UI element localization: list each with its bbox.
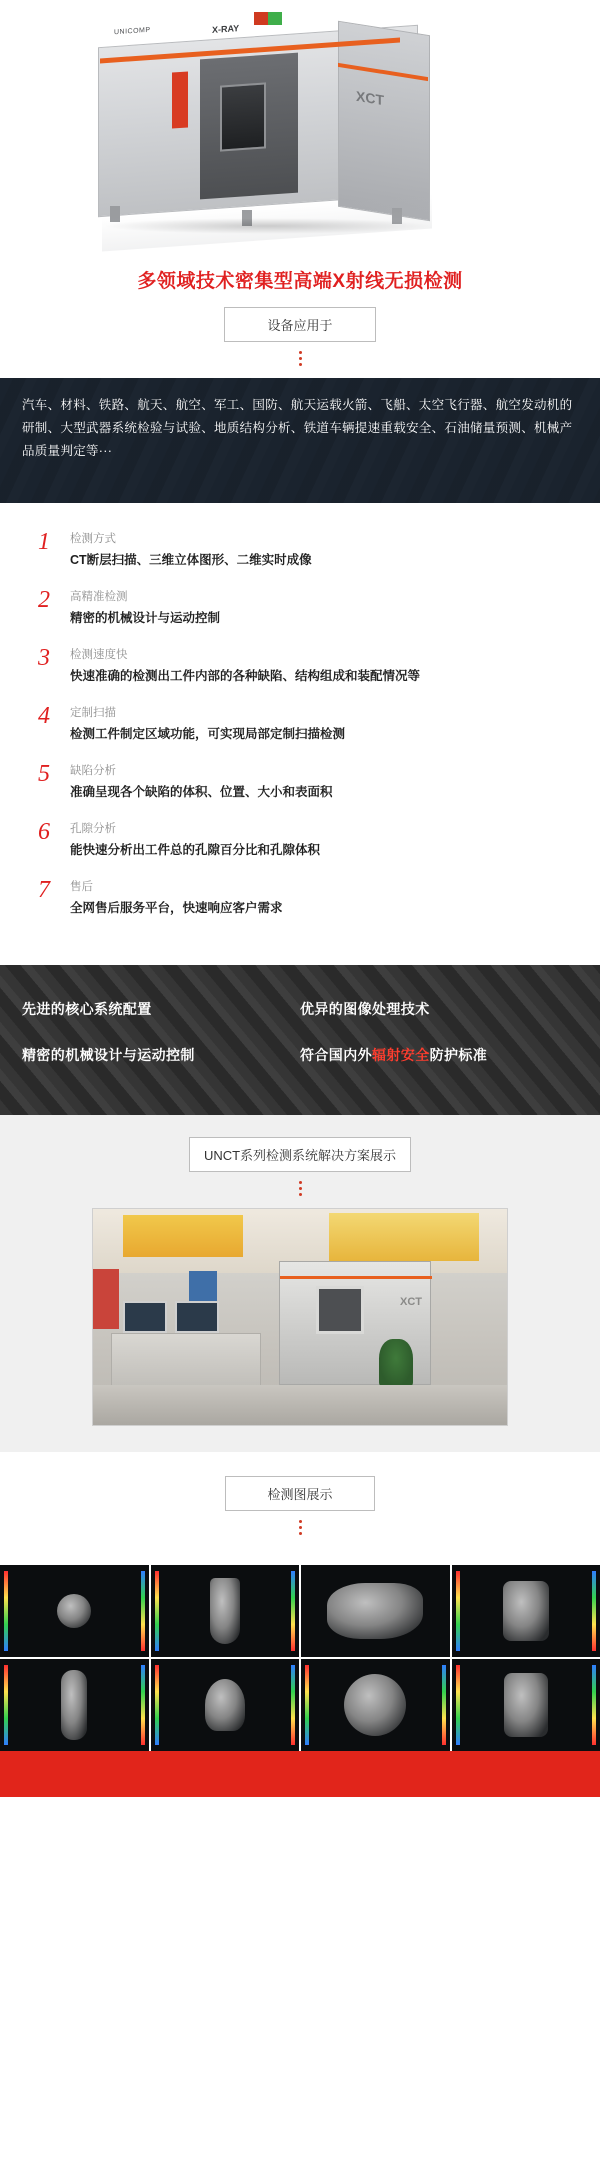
list-item: [38, 877, 570, 916]
list-item-desc: CT断层扫描、三维立体图形、二维实时成像: [70, 553, 312, 567]
ct-image-bolt-threads: [452, 1659, 600, 1751]
machine-red-panel: [172, 71, 188, 128]
list-item-title: 定制扫描: [70, 707, 116, 719]
list-item-desc: 检测工件制定区域功能，可实现局部定制扫描检测: [70, 727, 346, 741]
machine-viewing-window: [220, 82, 266, 151]
highlights-band: [0, 965, 600, 1115]
application-text: 汽车、材料、铁路、航天、航空、军工、国防、航天运载火箭、飞船、太空飞行器、航空发动机的研制、大型武器系统检验与试验、地质结构分析、铁道车辆提速重载安全、石油储量预测、机械产品质量判定等···: [22, 398, 573, 458]
ct-image-connecting-rod: [0, 1659, 149, 1751]
photo-floor: [93, 1385, 508, 1426]
photo-banner-left: [123, 1215, 243, 1257]
list-item-title: 孔隙分析: [70, 823, 116, 835]
list-item-title: 缺陷分析: [70, 765, 116, 777]
footer-red-band: [0, 1751, 600, 1797]
photo-red-panel: [93, 1269, 119, 1329]
xray-machine-illustration: [92, 10, 508, 242]
list-item-number: 6: [38, 819, 50, 845]
dotted-connector: [299, 1520, 301, 1535]
ct-image-grid-row-1: [0, 1565, 600, 1657]
feature-list: [0, 503, 600, 965]
dotted-connector: [299, 1181, 301, 1196]
list-item-title: 检测方式: [70, 533, 116, 545]
red-indicator-light: [254, 12, 268, 25]
ct-image-ring-and-rod: [0, 1565, 149, 1657]
list-item-title: 售后: [70, 881, 93, 893]
list-item: [38, 645, 570, 684]
list-item-number: 5: [38, 761, 50, 787]
machine-shadow: [102, 218, 432, 234]
list-item-desc: 快速准确的检测出工件内部的各种缺陷、结构组成和装配情况等: [70, 669, 421, 683]
list-item-desc: 精密的机械设计与运动控制: [70, 611, 221, 625]
unct-section: [0, 1115, 600, 1452]
gallery-section: [0, 1452, 600, 1565]
ct-image-manifold: [301, 1565, 450, 1657]
machine-side-panel: [338, 21, 430, 222]
list-item-number: 1: [38, 529, 50, 555]
ct-image-wheel-hub: [301, 1659, 450, 1751]
highlight-suffix: 防护标准: [429, 1047, 488, 1063]
unct-section-title: UNCT系列检测系统解决方案展示: [189, 1137, 411, 1172]
list-item-number: 4: [38, 703, 50, 729]
list-item: [38, 529, 570, 568]
ct-image-grid-row-2: [0, 1659, 600, 1751]
highlight-item: 先进的核心系统配置: [22, 1001, 152, 1017]
hero-machine-photo: [0, 0, 600, 258]
list-item-number: 2: [38, 587, 50, 613]
list-item-desc: 能快速分析出工件总的孔隙百分比和孔隙体积: [70, 843, 321, 857]
photo-operator-desk: [111, 1333, 261, 1391]
application-band: [0, 378, 600, 503]
list-item-number: 7: [38, 877, 50, 903]
dotted-connector: [299, 351, 301, 366]
list-item: [38, 587, 570, 626]
ct-image-bracket: [151, 1565, 300, 1657]
highlight-emphasis: 辐射安全: [372, 1047, 430, 1063]
machine-brand-text: X-RAY: [212, 23, 240, 35]
photo-machine-stripe: [280, 1276, 432, 1279]
list-item: [38, 761, 570, 800]
page-title: 多领域技术密集型高端X射线无损检测: [137, 271, 463, 292]
highlight-prefix: 符合国内外: [300, 1047, 372, 1063]
highlight-item: 精密的机械设计与运动控制: [22, 1047, 195, 1063]
list-item: [38, 703, 570, 742]
machine-logo-text: UNICOMP: [114, 26, 151, 37]
photo-monitor-right: [175, 1301, 219, 1333]
ct-image-bolt-pair: [452, 1565, 600, 1657]
list-item: [38, 819, 570, 858]
photo-machine-window: [316, 1286, 364, 1334]
photo-monitor-left: [123, 1301, 167, 1333]
machine-side-label: XCT: [356, 87, 384, 109]
photo-banner-right: [329, 1213, 479, 1261]
ct-image-valve-body: [151, 1659, 300, 1751]
list-item-desc: 全网售后服务平台，快速响应客户需求: [70, 901, 283, 915]
gallery-section-title: 检测图展示: [225, 1476, 375, 1511]
photo-machine-label: XCT: [400, 1296, 422, 1308]
list-item-title: 高精准检测: [70, 591, 128, 603]
photo-plant: [379, 1339, 413, 1387]
green-indicator-light: [268, 12, 282, 25]
unct-exhibition-photo: [92, 1208, 508, 1426]
highlight-item-radiation-safety: [300, 1045, 578, 1065]
application-section-title: 设备应用于: [224, 307, 376, 342]
list-item-title: 检测速度快: [70, 649, 128, 661]
list-item-number: 3: [38, 645, 50, 671]
highlight-item: 优异的图像处理技术: [300, 1001, 430, 1017]
list-item-desc: 准确呈现各个缺陷的体积、位置、大小和表面积: [70, 785, 333, 799]
